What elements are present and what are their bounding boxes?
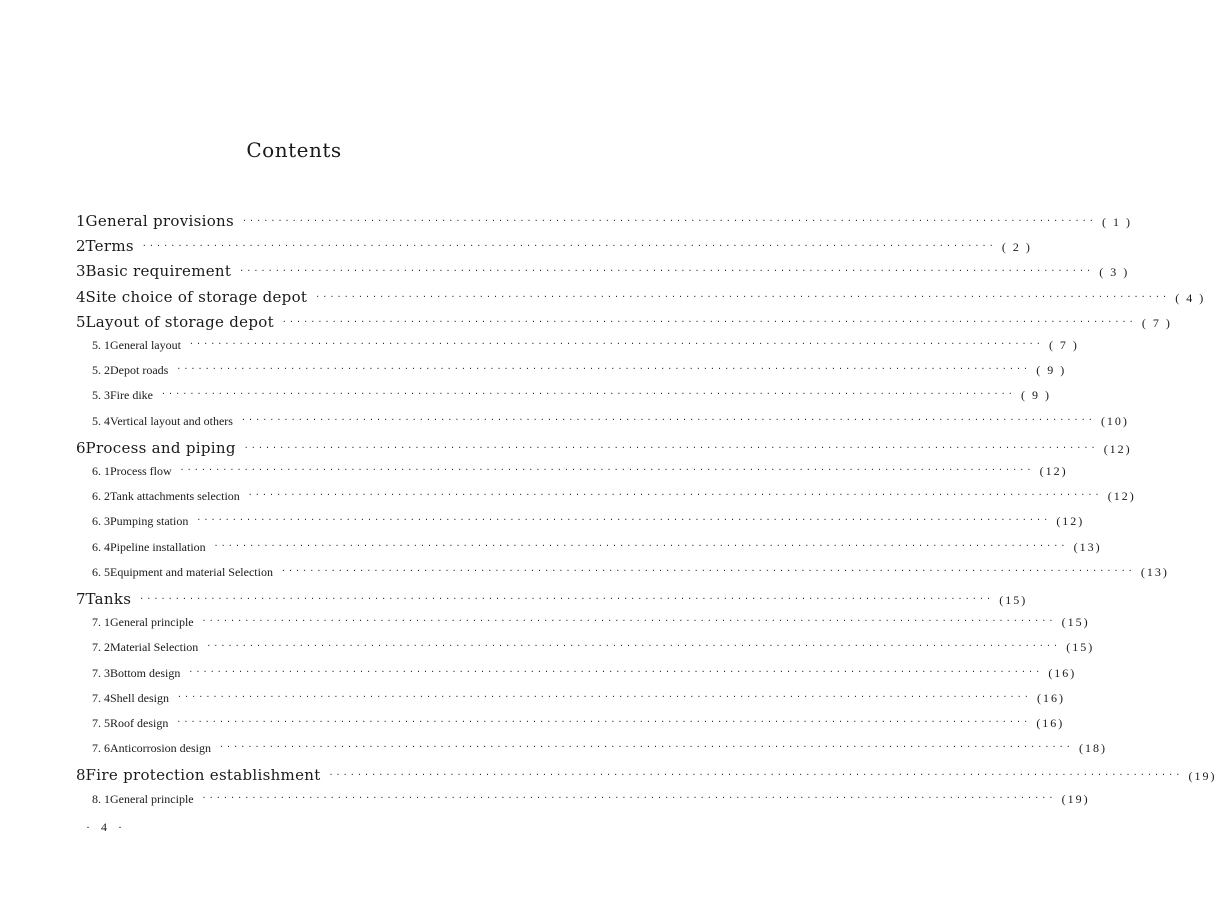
dot-leader: ························································································································	[201, 792, 1056, 802]
toc-entry-number: 5. 2	[92, 363, 110, 378]
toc-entry	[92, 690, 1065, 706]
toc-entry-title: Site choice of storage depot	[85, 287, 308, 306]
page-number: · 4 ·	[86, 820, 126, 834]
toc-entry-page: (15)	[999, 593, 1028, 607]
toc-entry-number: 6. 3	[92, 514, 110, 529]
toc-entry-page: ( 4 )	[1175, 290, 1206, 305]
toc-entry-title: Pipeline installation	[110, 539, 206, 554]
toc-entry-title: Anticorrosion design	[110, 741, 211, 756]
toc-entry-number: 7. 2	[92, 640, 110, 655]
dot-leader: ························································································································	[213, 540, 1068, 550]
toc-entry-number: 7. 1	[92, 615, 110, 630]
toc-entry-page: (12)	[1039, 464, 1068, 478]
toc-entry	[92, 564, 1169, 580]
toc-entry-number: 6. 2	[92, 489, 110, 504]
dot-leader: ························································································································	[188, 666, 1043, 676]
toc-entry-title: General principle	[110, 791, 194, 806]
dot-leader: ························································································································	[141, 241, 996, 251]
toc-entry-title: Depot roads	[110, 363, 169, 378]
toc-entry	[92, 338, 1079, 353]
toc-entry	[92, 489, 1136, 504]
toc-entry	[76, 590, 1028, 608]
toc-entry	[92, 413, 1129, 429]
dot-leader: ························································································································	[315, 291, 1170, 301]
toc-entry-title: Equipment and material Selection	[110, 564, 273, 579]
toc-entry	[92, 665, 1077, 681]
toc-entry-number: 7. 4	[92, 690, 110, 705]
dot-leader: ························································································································	[177, 691, 1031, 701]
toc-entry-number: 4	[76, 287, 86, 306]
toc-entry-page: (12)	[1056, 514, 1085, 529]
toc-entry-title: General layout	[110, 338, 181, 352]
dot-leader: ························································································································	[196, 515, 1051, 525]
toc-entry-page: ( 7 )	[1048, 338, 1079, 352]
toc-entry-page: (16)	[1048, 665, 1077, 680]
toc-entry-title: Bottom design	[110, 665, 181, 680]
toc-entry-page: ( 7 )	[1141, 315, 1172, 330]
toc-entry-number: 3	[76, 262, 86, 281]
dot-leader: ························································································································	[281, 316, 1136, 326]
toc-entry-title: Layout of storage depot	[85, 312, 274, 331]
toc-entry-title: General principle	[110, 615, 194, 630]
toc-entry	[92, 514, 1085, 529]
toc-entry-number: 5. 4	[92, 413, 110, 428]
toc-entry-number: 5. 3	[92, 388, 110, 403]
dot-leader: ························································································································	[139, 594, 994, 603]
toc-entry-title: Process flow	[110, 464, 172, 478]
toc-entry-number: 8	[76, 766, 86, 785]
toc-entry-number: 1	[76, 212, 86, 230]
toc-entry-number: 2	[76, 237, 86, 256]
dot-leader: ························································································································	[280, 565, 1135, 575]
toc-entry-number: 5	[76, 312, 86, 331]
toc-entry-page: (13)	[1140, 564, 1169, 579]
toc-entry-page: (12)	[1103, 441, 1132, 456]
dot-leader: ························································································································	[239, 266, 1094, 276]
toc-entry	[92, 716, 1065, 731]
toc-entry-title: Shell design	[110, 690, 169, 705]
toc-entry-number: 6	[76, 438, 86, 457]
toc-entry-page: ( 9 )	[1020, 388, 1051, 403]
toc-entry	[76, 212, 1132, 230]
dot-leader: ························································································································	[219, 742, 1073, 752]
toc-entry	[92, 640, 1095, 655]
toc-entry-title: Basic requirement	[85, 262, 232, 281]
toc-entry-number: 6. 4	[92, 539, 110, 554]
toc-entry-title: Fire protection establishment	[85, 766, 321, 785]
toc-entry-number: 8. 1	[92, 791, 110, 806]
toc-entry-page: (12)	[1107, 489, 1136, 504]
toc-entry-number: 6. 5	[92, 564, 110, 579]
dot-leader: ························································································································	[188, 339, 1043, 348]
toc-entry-title: Material Selection	[110, 640, 199, 655]
toc-entry-page: (16)	[1036, 716, 1065, 730]
toc-entry-page: ( 2 )	[1001, 240, 1032, 255]
toc-entry-number: 7	[76, 590, 86, 608]
toc-entry	[76, 438, 1132, 457]
toc-entry-title: Tanks	[85, 590, 132, 608]
toc-entry	[92, 615, 1090, 630]
toc-entry-title: Roof design	[110, 716, 169, 730]
toc-entry-page: (13)	[1073, 539, 1102, 554]
dot-leader: ························································································································	[206, 641, 1061, 651]
toc-entry-number: 7. 6	[92, 741, 110, 756]
toc-entry	[92, 363, 1067, 378]
toc-entry-page: (19)	[1061, 791, 1090, 806]
toc-entry-number: 7. 3	[92, 665, 110, 680]
dot-leader: ························································································································	[243, 442, 1098, 452]
dot-leader: ························································································································	[247, 490, 1102, 500]
dot-leader: ························································································································	[241, 216, 1096, 225]
toc-entry-title: Fire dike	[110, 388, 153, 403]
toc-entry-page: (15)	[1061, 615, 1090, 630]
toc-entry-page: (19)	[1188, 769, 1217, 784]
toc-entry-number: 7. 5	[92, 716, 110, 730]
toc-entry-title: Pumping station	[110, 514, 189, 529]
toc-entry-page: (18)	[1078, 741, 1107, 756]
dot-leader: ························································································································	[240, 414, 1095, 424]
toc-entry-title: Process and piping	[85, 438, 236, 457]
toc-entry	[92, 539, 1102, 555]
toc-entry	[76, 262, 1130, 281]
dot-leader: ························································································································	[179, 465, 1034, 474]
toc-entry-title: General provisions	[85, 212, 234, 230]
toc-entry	[92, 791, 1090, 807]
toc-entry-page: ( 3 )	[1099, 265, 1130, 280]
toc-entry	[92, 464, 1068, 479]
page-title: Contents	[246, 138, 342, 162]
toc-entry-page: (16)	[1036, 690, 1065, 705]
toc-entry	[92, 741, 1107, 756]
toc-entry	[76, 237, 1032, 256]
dot-leader: ························································································································	[161, 389, 1015, 399]
dot-leader: ························································································································	[176, 364, 1031, 374]
toc-entry-number: 5. 1	[92, 338, 110, 352]
toc-entry	[92, 388, 1051, 403]
toc-entry-page: (15)	[1066, 640, 1095, 655]
toc-entry-page: ( 9 )	[1036, 363, 1067, 378]
toc-entry	[76, 287, 1206, 306]
toc-entry-page: ( 1 )	[1101, 215, 1132, 229]
dot-leader: ························································································································	[328, 770, 1183, 780]
toc-entry	[76, 766, 1217, 785]
toc-entry	[76, 312, 1172, 331]
toc-entry-page: (10)	[1100, 413, 1129, 428]
toc-entry-title: Vertical layout and others	[110, 413, 233, 428]
toc-entry-number: 6. 1	[92, 464, 110, 478]
dot-leader: ························································································································	[176, 717, 1031, 726]
toc-entry-title: Terms	[85, 237, 134, 256]
toc-entry-title: Tank attachments selection	[110, 489, 240, 504]
dot-leader: ························································································································	[201, 616, 1056, 626]
